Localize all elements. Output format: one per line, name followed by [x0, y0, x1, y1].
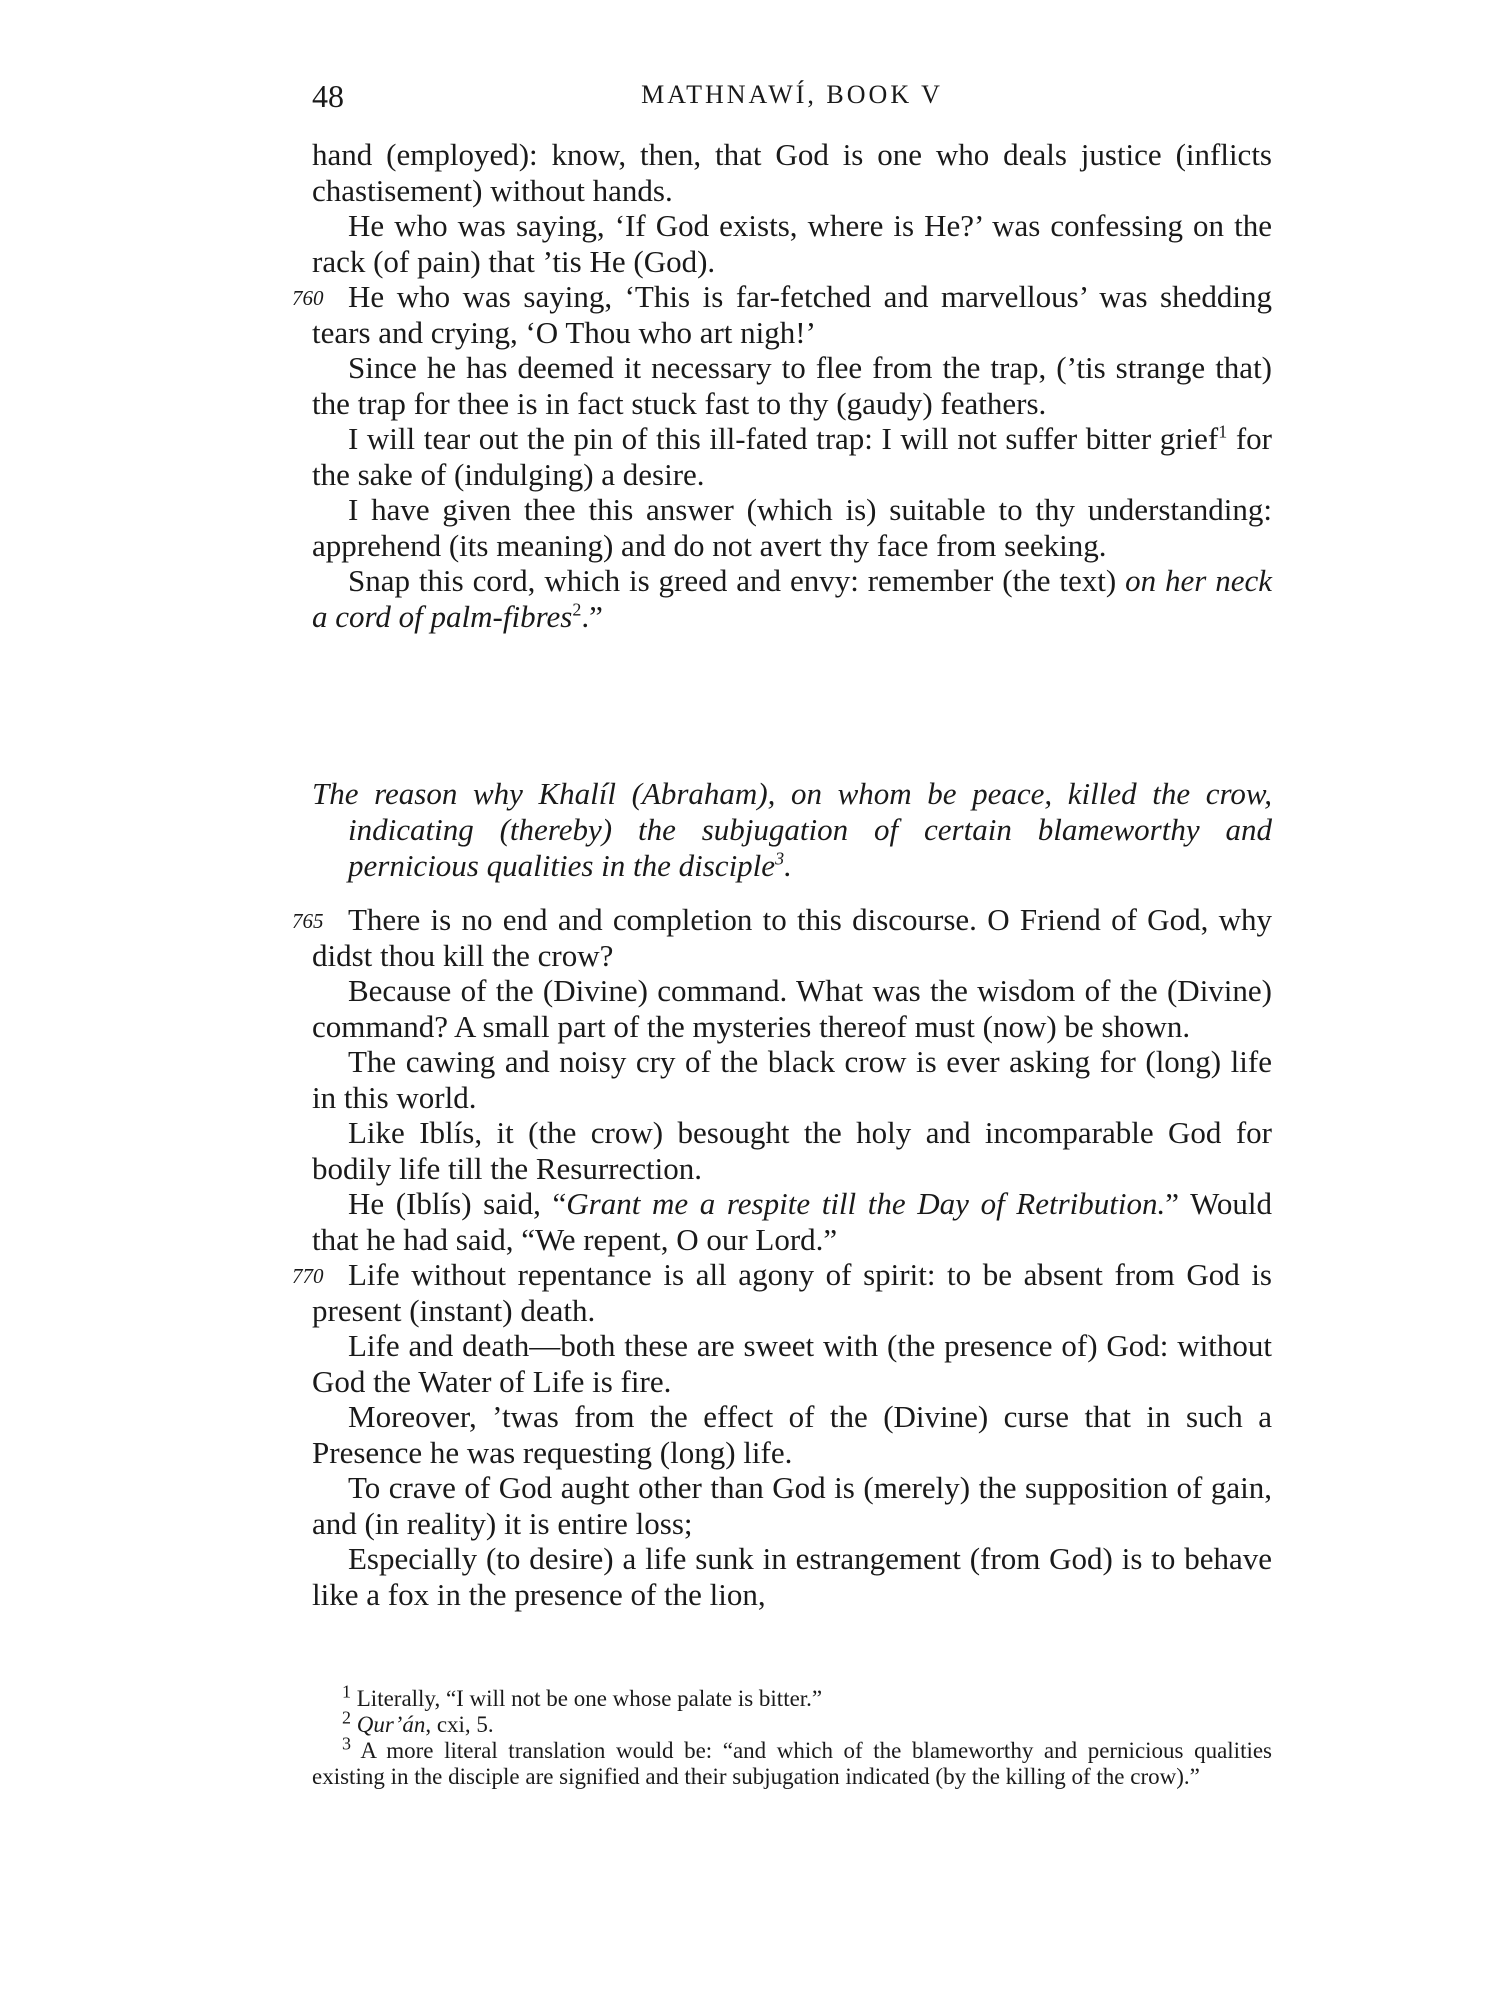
verse-number: 770: [292, 1264, 324, 1288]
verse-line: He who was saying, ‘If God exists, where is He?’ was confessing on the rack (of pain) that ’tis He (God).: [312, 208, 1272, 279]
verse-line: 765 There is no end and completion to this discourse. O Friend of God, why didst thou kill the crow?: [312, 902, 1272, 973]
page-number: 48: [312, 78, 344, 114]
footnote: $^3$ A more literal translation would be: “and which of the blameworthy and pernicious qualities existing in the disciple are signified and their subjugation indicated (by the killing of the crow).”: [312, 1733, 1273, 1789]
verse-number: 760: [292, 286, 324, 310]
verse-line: I have given thee this answer (which is) suitable to thy understanding: apprehend (its meaning) and do not avert thy face from seeking.: [312, 492, 1272, 563]
verse-line: He (Iblís) said, “Grant me a respite till the Day of Retribution.” Would that he had said, “We repent, O our Lord.”: [312, 1186, 1273, 1257]
verse-line: 770 Life without repentance is all agony of spirit: to be absent from God is present (instant) death.: [312, 1257, 1272, 1328]
verse-line: 760 He who was saying, ‘This is far-fetched and marvellous’ was shedding tears and crying, ‘O Thou who art nigh!’: [312, 279, 1272, 350]
verse-line: Snap this cord, which is greed and envy: remember (the text) on her neck a cord of palm-fibres$^2$.”: [312, 563, 1272, 634]
running-title: MATHNAWÍ, BOOK V: [641, 80, 943, 109]
verse-line: I will tear out the pin of this ill-fated trap: I will not suffer bitter grief$^1$ for the sake of (indulging) a desire.: [312, 421, 1272, 492]
footnote: $^1$ Literally, “I will not be one whose palate is bitter.”: [342, 1681, 823, 1711]
footnote-ref: 1: [1218, 421, 1228, 442]
body-text-bottom: [292, 902, 1273, 1612]
footnote: $^2$ Qur’án, cxi, 5.: [342, 1707, 494, 1737]
verse-line: The cawing and noisy cry of the black crow is ever asking for (long) life in this world.: [312, 1044, 1272, 1115]
verse-line: Because of the (Divine) command. What was the wisdom of the (Divine) command? A small part of the mysteries thereof must (now) be shown.: [312, 973, 1272, 1044]
page-header: [312, 78, 1272, 118]
footnotes: [312, 1681, 1273, 1790]
footnote-ref: 3: [775, 848, 785, 869]
body-text-top: [292, 137, 1272, 634]
footnote-ref: 2: [572, 599, 582, 620]
verse-number: 765: [292, 909, 324, 933]
verse-line: Life and death—both these are sweet with (the presence of) God: without God the Water of Life is fire.: [312, 1328, 1272, 1399]
verse-line: Moreover, ’twas from the effect of the (Divine) curse that in such a Presence he was requesting (long) life.: [312, 1399, 1272, 1470]
verse-line: Since he has deemed it necessary to flee from the trap, (’tis strange that) the trap for thee is in fact stuck fast to thy (gaudy) feathers.: [312, 350, 1272, 421]
section-heading: The reason why Khalíl (Abraham), on whom be peace, killed the crow, indicating (thereby) the subjugation of certain blameworthy and pernicious qualities in the disciple$^3$.: [312, 776, 1272, 883]
verse-line: To crave of God aught other than God is (merely) the supposition of gain, and (in reality) it is entire loss;: [312, 1470, 1272, 1541]
verse-line: hand (employed): know, then, that God is one who deals justice (inflicts chastisement) without hands.: [312, 137, 1272, 208]
verse-line: Like Iblís, it (the crow) besought the holy and incomparable God for bodily life till the Resurrection.: [312, 1115, 1272, 1186]
verse-line: Especially (to desire) a life sunk in estrangement (from God) is to behave like a fox in the presence of the lion,: [312, 1541, 1272, 1612]
